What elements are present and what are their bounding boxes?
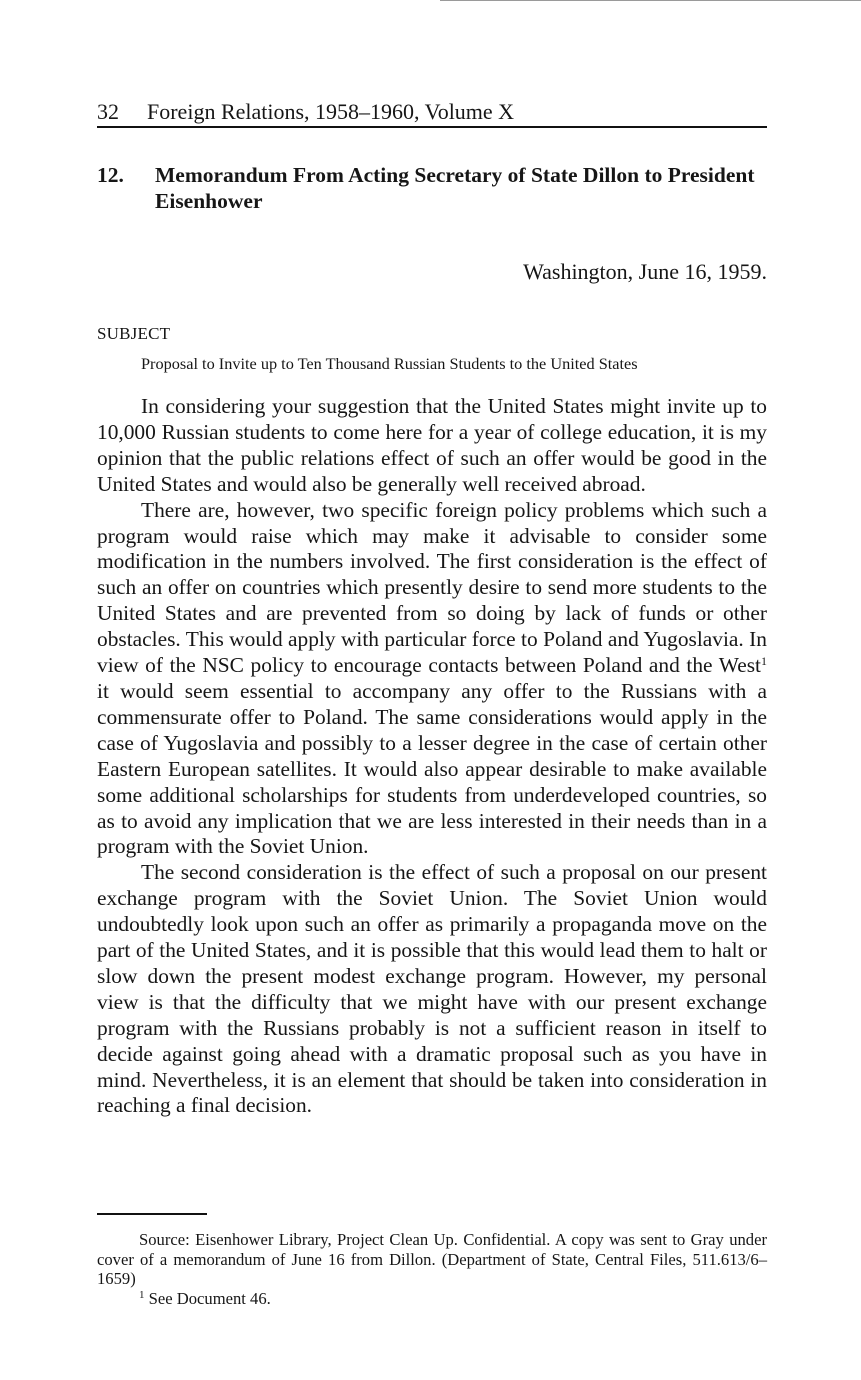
paragraph-3: The second consideration is the effect of such a proposal on our present exchange program with the Soviet Union. The Soviet Union would undoubtedly look upon such an offer as primarily a propaganda move on the part of the United States, and it is possible that this would lead them to halt or slow down the present modest exchange program. However, my personal view is that the difficulty that we might have with our present exchange program with the Russians probably is not a sufficient reason in itself to decide against going ahead with a dramatic proposal such as you have in mind. Nevertheless, it is an element that should be taken into consideration in reaching a final decision. [97,860,767,1118]
document-title: Memorandum From Acting Secretary of State Dillon to President Eisenhower [155,163,755,213]
footnote-text: See Document 46. [144,1288,271,1308]
source-note: Source: Eisenhower Library, Project Clean Up. Confidential. A copy was sent to Gray under cover of a memorandum of June 16 from Dillon. (Department of State, Central Files, 511.613/6–1659) [97,1230,767,1288]
subject-label: SUBJECT [97,324,171,343]
footnote-1 [97,1289,767,1309]
scan-edge-line [440,0,861,1]
paragraph-1: In considering your suggestion that the United States might invite up to 10,000 Russian students to come here for a year of college education, it is my opinion that the public relations effect of such an offer would be good in the United States and would also be generally well received abroad. [97,394,767,496]
memo-body [97,394,767,1119]
volume-title: Foreign Relations, 1958–1960, Volume X [147,99,515,124]
dateline: Washington, June 16, 1959. [523,259,767,284]
subject-text: Proposal to Invite up to Ten Thousand Russian Students to the United States [141,354,638,373]
running-head [97,98,767,126]
page-number: 32 [97,99,119,124]
paragraph-2-part-2: it would seem essential to accompany any offer to the Russians with a commensurate offer to Poland. The same considerations would apply in the case of Yugoslavia and possibly to a lesser degree in the case of certain other Eastern European satellites. It would also appear desirable to make available some additional scholarships for students from underdeveloped countries, so as to avoid any implication that we are less interested in their needs than in a program with the Soviet Union. [97,678,767,859]
footnotes [97,1230,767,1308]
footnote-ref-1[interactable]: 1 [761,654,767,669]
header-rule [97,126,767,128]
footnote-rule [97,1213,207,1215]
paragraph-2-part-1: There are, however, two specific foreign policy problems which such a program would raise which may make it advisable to consider some modification in the numbers involved. The first consideration is the effect of such an offer on countries which presently desire to send more students to the United States and are prevented from so doing by lack of funds or other obstacles. This would apply with particular force to Poland and Yugoslavia. In view of the NSC policy to encourage contacts between Poland and the West [97,497,767,678]
paragraph-2 [97,498,767,861]
document-number: 12. [97,163,124,187]
document-heading [97,162,767,214]
footnote-marker: 1 [139,1288,145,1301]
